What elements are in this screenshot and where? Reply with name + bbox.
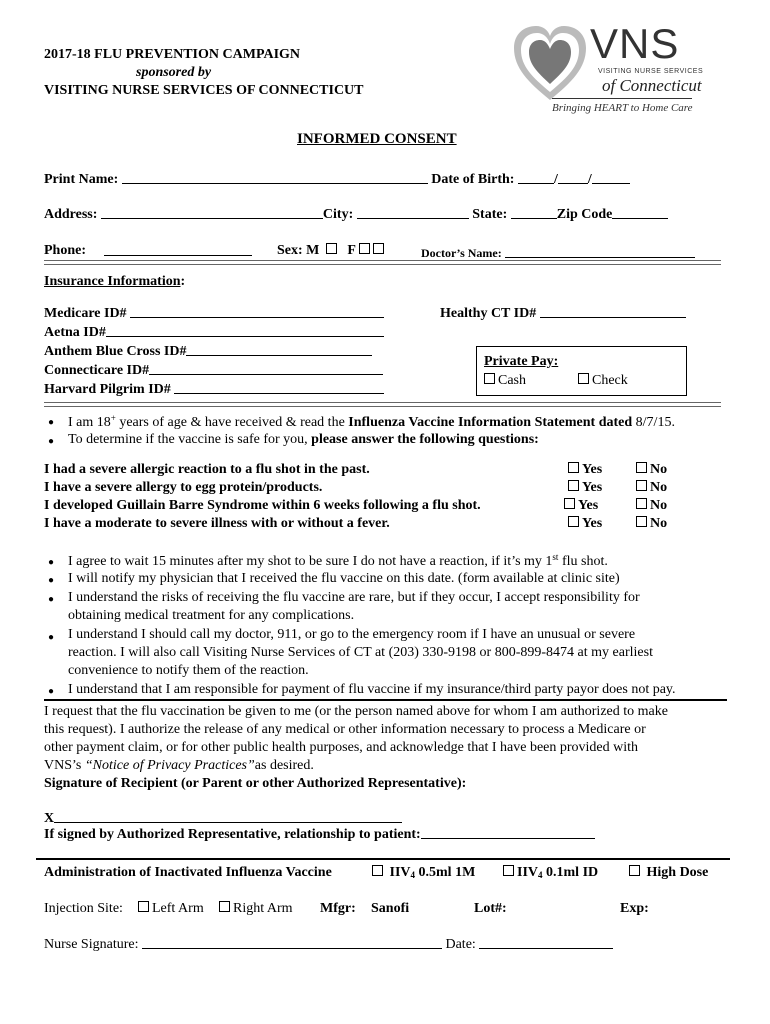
doctor-field[interactable] — [505, 245, 695, 258]
form-title: INFORMED CONSENT — [297, 131, 457, 147]
logo-vns: VNS — [590, 20, 680, 67]
nurse-signature-field[interactable] — [142, 936, 442, 949]
right-arm-option[interactable]: Right Arm — [219, 901, 293, 917]
harvard-label: Harvard Pilgrim ID# — [44, 382, 171, 397]
relationship-field[interactable] — [421, 826, 595, 839]
q1-yes-checkbox[interactable] — [568, 462, 579, 473]
zip-field[interactable] — [612, 206, 668, 219]
admin-label: Administration of Inactivated Influenza Vaccine — [44, 865, 332, 880]
call-statement-2: reaction. I will also call Visiting Nurse Services of CT at (203) 330-9198 or 800-899-8474 at my earliest — [68, 645, 653, 660]
q2-no[interactable]: No — [636, 480, 667, 496]
cash-option[interactable] — [484, 373, 526, 389]
medicare-row — [44, 305, 384, 322]
state-field[interactable] — [511, 206, 557, 219]
bullet: ● — [48, 686, 55, 697]
request-line-3: other payment claim, or for other public health purposes, and acknowledge that I have been provided with — [44, 740, 639, 755]
sponsored-by: sponsored by — [136, 65, 212, 80]
connecticare-row — [44, 362, 383, 379]
payment-statement: I understand that I am responsible for payment of flu vaccine if my insurance/third party payor does not pay. — [68, 682, 676, 697]
check-checkbox[interactable] — [578, 373, 589, 384]
risks-statement-2: obtaining medical treatment for any complications. — [68, 608, 355, 623]
mfgr-label: Mfgr: — [320, 901, 356, 916]
rep-row — [44, 826, 595, 843]
iiv-01ml-checkbox[interactable] — [503, 865, 514, 876]
divider — [44, 260, 721, 265]
request-line-1: I request that the flu vaccination be given to me (or the person named above for whom I am authorized to make — [44, 704, 668, 719]
phone-label: Phone: — [44, 243, 86, 258]
address-field[interactable] — [101, 206, 323, 219]
print-name-label: Print Name: — [44, 172, 119, 187]
anthem-label: Anthem Blue Cross ID# — [44, 344, 187, 359]
mfgr-value: Sanofi — [371, 901, 410, 916]
logo-subtitle: VISITING NURSE SERVICES — [598, 68, 704, 75]
high-dose-option[interactable]: High Dose — [629, 865, 708, 881]
call-statement-1: I understand I should call my doctor, 911, or go to the emergency room if I have an unusual or severe — [68, 627, 636, 642]
date-label: Date: — [445, 937, 476, 952]
question-4: I have a moderate to severe illness with or without a fever. — [44, 516, 390, 531]
bullet: ● — [48, 436, 55, 447]
sex-label: Sex: — [277, 243, 303, 258]
q3-no-checkbox[interactable] — [636, 498, 647, 509]
campaign-title: 2017-18 FLU PREVENTION CAMPAIGN — [44, 47, 301, 62]
divider — [36, 858, 730, 860]
rep-label: If signed by Authorized Representative, relationship to patient: — [44, 827, 421, 842]
medicare-field[interactable] — [130, 305, 384, 318]
city-label: City: — [322, 207, 354, 222]
state-label: State: — [472, 207, 508, 222]
notify-statement: I will notify my physician that I received the flu vaccine on this date. (form available at clinic site) — [68, 571, 620, 586]
aetna-field[interactable] — [106, 324, 384, 337]
left-arm-option[interactable]: Left Arm — [138, 901, 204, 917]
question-2: I have a severe allergy to egg protein/products. — [44, 480, 323, 495]
q1-no-checkbox[interactable] — [636, 462, 647, 473]
signature-field[interactable] — [54, 810, 402, 823]
q2-yes[interactable]: Yes — [568, 480, 602, 496]
nurse-signature-row — [44, 936, 613, 953]
right-arm-checkbox[interactable] — [219, 901, 230, 912]
address-row — [44, 206, 668, 223]
sex-f-label: F — [347, 243, 356, 258]
logo-tagline: Bringing HEART to Home Care — [552, 102, 693, 114]
print-name-row: Print Name: Date of Birth: / / — [44, 171, 630, 188]
cash-checkbox[interactable] — [484, 373, 495, 384]
exp-label: Exp: — [620, 901, 649, 916]
question-1: I had a severe allergic reaction to a flu shot in the past. — [44, 462, 370, 477]
wait-statement: I agree to wait 15 minutes after my shot to be sure I do not have a reaction, if it’s my 1st flu shot. — [68, 552, 608, 569]
determine-statement: To determine if the vaccine is safe for you, please answer the following questions: — [68, 432, 539, 447]
signature-x: X — [44, 811, 55, 826]
address-label: Address: — [44, 207, 98, 222]
harvard-field[interactable] — [174, 381, 384, 394]
doctor-label: Doctor’s Name: — [421, 246, 502, 260]
q4-no-checkbox[interactable] — [636, 516, 647, 527]
healthy-ct-row — [440, 305, 686, 322]
nurse-signature-label: Nurse Signature: — [44, 937, 139, 952]
iiv-05ml-option[interactable]: $IIV_4$ 0.5ml 1M — [372, 865, 475, 881]
high-dose-checkbox[interactable] — [629, 865, 640, 876]
sex-row — [277, 243, 387, 259]
city-field[interactable] — [357, 206, 469, 219]
insurance-heading: Insurance Information: — [44, 274, 186, 289]
healthy-ct-label: Healthy CT ID# — [440, 306, 537, 321]
cash-label: Cash — [498, 373, 526, 388]
logo-rule — [552, 98, 692, 99]
medicare-label: Medicare ID# — [44, 306, 127, 321]
q3-yes[interactable]: Yes — [564, 498, 598, 514]
date-field[interactable] — [479, 936, 613, 949]
sex-m-checkbox[interactable] — [326, 243, 337, 254]
signature-row — [44, 810, 402, 827]
private-pay-label: Private Pay: — [484, 354, 559, 369]
private-pay-box — [476, 346, 687, 396]
risks-statement-1: I understand the risks of receiving the flu vaccine are rare, but if they occur, I accept responsibility for — [68, 590, 640, 605]
bullet: ● — [48, 632, 55, 643]
injection-site-label: Injection Site: — [44, 901, 123, 916]
q4-no[interactable]: No — [636, 516, 667, 532]
divider — [44, 699, 727, 701]
org-name: VISITING NURSE SERVICES OF CONNECTICUT — [44, 83, 364, 98]
aetna-label: Aetna ID# — [44, 325, 106, 340]
q3-no[interactable]: No — [636, 498, 667, 514]
bullet: ● — [48, 575, 55, 586]
sex-f-checkbox-2[interactable] — [373, 243, 384, 254]
sex-f-checkbox[interactable] — [359, 243, 370, 254]
q4-yes-checkbox[interactable] — [568, 516, 579, 527]
request-line-2: this request). I authorize the release of any medical or other information necessary to process a Medicare or — [44, 722, 646, 737]
q2-yes-checkbox[interactable] — [568, 480, 579, 491]
lot-label: Lot#: — [474, 901, 507, 916]
logo-of-connecticut: of Connecticut — [602, 76, 702, 95]
dob-year-field[interactable] — [592, 171, 630, 184]
connecticare-field[interactable] — [149, 362, 383, 375]
question-3: I developed Guillain Barre Syndrome within 6 weeks following a flu shot. — [44, 498, 481, 513]
request-line-4: VNS’s “Notice of Privacy Practices”as desired. — [44, 758, 314, 773]
sex-m-label: M — [306, 243, 320, 258]
anthem-row — [44, 343, 372, 360]
q4-yes[interactable]: Yes — [568, 516, 602, 532]
iiv-01ml-option[interactable]: $IIV_4$ 0.1ml ID — [503, 865, 598, 881]
call-statement-3: convenience to notify them of the reaction. — [68, 663, 309, 678]
phone-field[interactable] — [104, 243, 252, 256]
q3-yes-checkbox[interactable] — [564, 498, 575, 509]
dob-day-field[interactable] — [558, 171, 588, 184]
dob-month-field[interactable] — [518, 171, 554, 184]
bullet: ● — [48, 417, 55, 428]
divider — [44, 402, 721, 407]
anthem-field[interactable] — [186, 343, 372, 356]
iiv-05ml-checkbox[interactable] — [372, 865, 383, 876]
dob-label: Date of Birth: — [431, 172, 515, 187]
harvard-row — [44, 381, 384, 398]
check-label: Check — [592, 373, 628, 388]
aetna-row — [44, 324, 384, 341]
q2-no-checkbox[interactable] — [636, 480, 647, 491]
bullet: ● — [48, 594, 55, 605]
heart-icon — [510, 24, 590, 106]
left-arm-checkbox[interactable] — [138, 901, 149, 912]
age-statement: I am 18+ years of age & have received & read the Influenza Vaccine Information Statement dated 8/7/15. — [68, 413, 675, 430]
check-option[interactable] — [578, 373, 628, 389]
signature-label: Signature of Recipient (or Parent or other Authorized Representative): — [44, 776, 467, 791]
vns-logo — [510, 20, 710, 120]
connecticare-label: Connecticare ID# — [44, 363, 150, 378]
doctor-row — [421, 245, 695, 261]
q1-no[interactable]: No — [636, 462, 667, 478]
zip-label: Zip Code — [556, 207, 613, 222]
phone-row — [104, 243, 252, 260]
healthy-ct-field[interactable] — [540, 305, 686, 318]
print-name-field[interactable] — [122, 171, 428, 184]
bullet: ● — [48, 557, 55, 568]
q1-yes[interactable]: Yes — [568, 462, 602, 478]
